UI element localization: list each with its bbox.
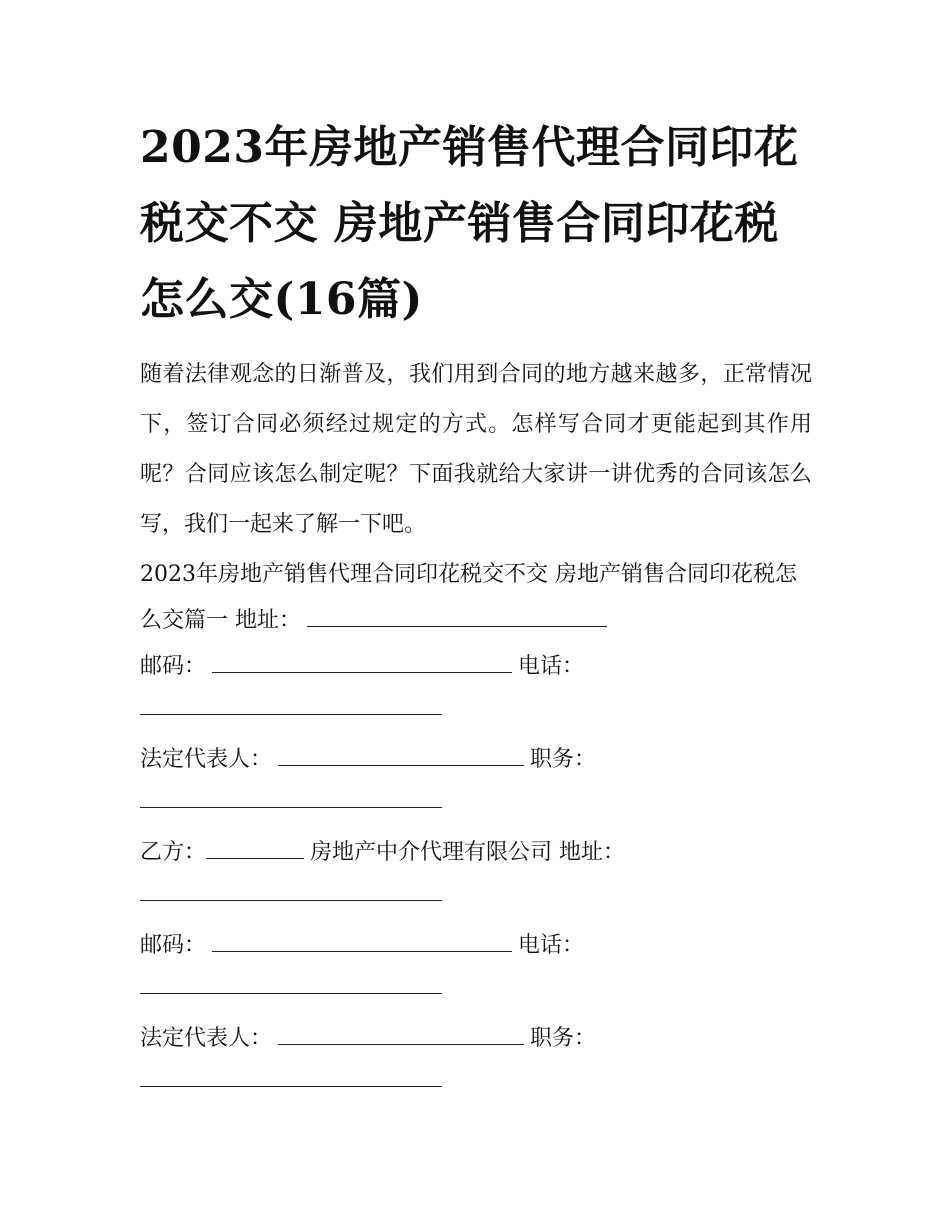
party-b-address-blank	[140, 876, 442, 901]
party-b-postcode-label: 邮码：	[140, 933, 207, 958]
party-a-legal-rep-row	[140, 737, 812, 783]
party-b-postcode-row	[140, 923, 812, 969]
party-a-position-label: 职务：	[530, 747, 597, 772]
party-b-phone-blank	[140, 969, 442, 994]
party-a-postcode-blank	[212, 644, 512, 673]
document-title: 2023年房地产销售代理合同印花税交不交 房地产销售合同印花税怎么交(16篇)	[140, 122, 799, 325]
section-heading: 2023年房地产销售代理合同印花税交不交 房地产销售合同印花税怎么交篇一	[140, 562, 797, 633]
party-b-address-label: 地址：	[559, 840, 626, 865]
party-b-company-suffix: 房地产中介代理有限公司	[310, 840, 553, 865]
party-a-postcode-row	[140, 644, 812, 690]
party-a-address-blank	[307, 598, 607, 627]
party-b-row	[140, 830, 812, 876]
party-b-company-blank	[206, 830, 304, 859]
party-a-phone-blank	[140, 690, 442, 715]
party-b-label: 乙方：	[140, 840, 207, 865]
party-b-legal-rep-label: 法定代表人：	[140, 1026, 273, 1051]
intro-paragraph: 随着法律观念的日渐普及，我们用到合同的地方越来越多，正常情况下，签订合同必须经过规定的方式。怎样写合同才更能起到其作用呢？合同应该怎么制定呢？下面我就给大家讲一讲优秀的合同该怎么写，我们一起来了解一下吧。	[140, 362, 812, 537]
party-a-postcode-label: 邮码：	[140, 654, 207, 679]
party-b-postcode-blank	[212, 923, 512, 952]
party-a-position-blank	[140, 783, 442, 808]
party-b-phone-label: 电话：	[518, 933, 585, 958]
contract-form	[140, 552, 812, 1087]
party-b-legal-rep-row	[140, 1016, 812, 1062]
party-b-position-blank	[140, 1062, 442, 1087]
party-b-position-label: 职务：	[530, 1026, 597, 1051]
party-a-address-label: 地址：	[235, 608, 302, 633]
party-a-phone-label: 电话：	[518, 654, 585, 679]
party-b-legal-rep-blank	[278, 1016, 524, 1045]
section-heading-block	[140, 552, 812, 644]
party-a-legal-rep-blank	[278, 737, 524, 766]
party-a-legal-rep-label: 法定代表人：	[140, 747, 273, 772]
document-page	[140, 110, 812, 1109]
